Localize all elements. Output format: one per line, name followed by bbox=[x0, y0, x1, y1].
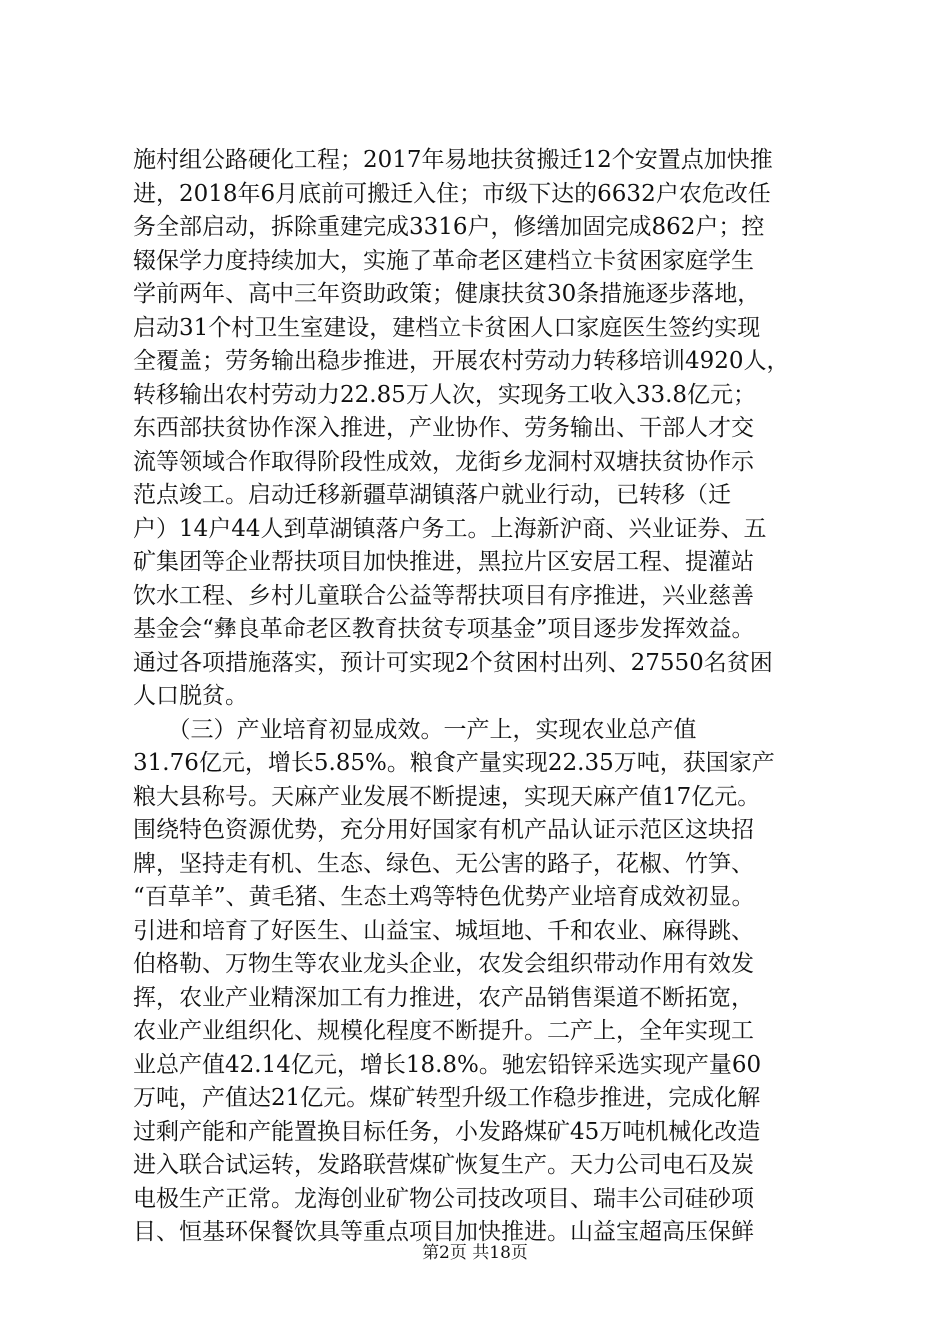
document-body bbox=[133, 144, 833, 1250]
text-line: 围绕特色资源优势，充分用好国家有机产品认证示范区这块招 bbox=[133, 817, 754, 843]
section-heading-line: （三）产业培育初显成效。一产上，实现农业总产值 bbox=[133, 716, 697, 743]
text-line: 全覆盖；劳务输出稳步推进，开展农村劳动力转移培训4920人， bbox=[133, 348, 790, 374]
text-line: 伯格勒、万物生等农业龙头企业，农发会组织带动作用有效发 bbox=[133, 951, 754, 977]
text-line: 目、恒基环保餐饮具等重点项目加快推进。山益宝超高压保鲜 bbox=[133, 1219, 754, 1245]
text-line: 东西部扶贫协作深入推进，产业协作、劳务输出、干部人才交 bbox=[133, 415, 754, 441]
text-line: 挥，农业产业精深加工有力推进，农产品销售渠道不断拓宽， bbox=[133, 984, 754, 1011]
text-line: 万吨，产值达21亿元。煤矿转型升级工作稳步推进，完成化解 bbox=[133, 1085, 761, 1111]
text-line: 基金会“彝良革命老区教育扶贫专项基金”项目逐步发挥效益。 bbox=[133, 616, 755, 642]
text-line: 牌，坚持走有机、生态、绿色、无公害的路子，花椒、竹笋、 bbox=[133, 850, 754, 877]
text-line: 业总产值42.14亿元，增长18.8%。驰宏铅锌采选实现产量60 bbox=[133, 1051, 762, 1078]
text-line: “百草羊”、黄毛猪、生态土鸡等特色优势产业培育成效初显。 bbox=[133, 884, 755, 910]
text-line: 务全部启动，拆除重建完成3316户，修缮加固完成862户；控 bbox=[133, 214, 765, 240]
text-line: 电极生产正常。龙海创业矿物公司技改项目、瑞丰公司硅砂项 bbox=[133, 1185, 754, 1212]
text-line: 31.76亿元，增长5.85%。粮食产量实现22.35万吨，获国家产 bbox=[133, 750, 775, 776]
text-line: 转移输出农村劳动力22.85万人次，实现务工收入33.8亿元； bbox=[133, 381, 757, 408]
text-line: 进，2018年6月底前可搬迁入住；市级下达的6632户农危改任 bbox=[133, 180, 771, 207]
text-line: 粮大县称号。天麻产业发展不断提速，实现天麻产值17亿元。 bbox=[133, 783, 761, 810]
text-line: 进入联合试运转，发路联营煤矿恢复生产。天力公司电石及炭 bbox=[133, 1152, 754, 1178]
text-line: 施村组公路硬化工程；2017年易地扶贫搬迁12个安置点加快推 bbox=[133, 147, 773, 173]
text-line: 过剩产能和产能置换目标任务，小发路煤矿45万吨机械化改造 bbox=[133, 1118, 761, 1145]
text-line: 流等领域合作取得阶段性成效，龙街乡龙洞村双塘扶贫协作示 bbox=[133, 448, 754, 475]
text-line: 户）14户44人到草湖镇落户务工。上海新沪商、兴业证券、五 bbox=[133, 515, 767, 542]
text-line: 辍保学力度持续加大，实施了革命老区建档立卡贫困家庭学生 bbox=[133, 247, 754, 274]
text-line: 学前两年、高中三年资助政策；健康扶贫30条措施逐步落地， bbox=[133, 281, 761, 307]
text-line: 矿集团等企业帮扶项目加快推进，黑拉片区安居工程、提灌站 bbox=[133, 549, 754, 575]
text-line: 启动31个村卫生室建设，建档立卡贫困人口家庭医生签约实现 bbox=[133, 314, 761, 341]
page-number-footer: 第2页 共18页 bbox=[422, 1243, 528, 1263]
text-line: 通过各项措施落实，预计可实现2个贫困村出列、27550名贫困 bbox=[133, 649, 773, 676]
text-line: 人口脱贫。 bbox=[133, 683, 248, 709]
text-line: 引进和培育了好医生、山益宝、城垣地、千和农业、麻得跳、 bbox=[133, 917, 754, 944]
text-line: 饮水工程、乡村儿童联合公益等帮扶项目有序推进，兴业慈善 bbox=[133, 582, 754, 609]
text-line: 范点竣工。启动迁移新疆草湖镇落户就业行动，已转移（迁 bbox=[133, 482, 731, 508]
text-line: 农业产业组织化、规模化程度不断提升。二产上，全年实现工 bbox=[133, 1018, 754, 1044]
